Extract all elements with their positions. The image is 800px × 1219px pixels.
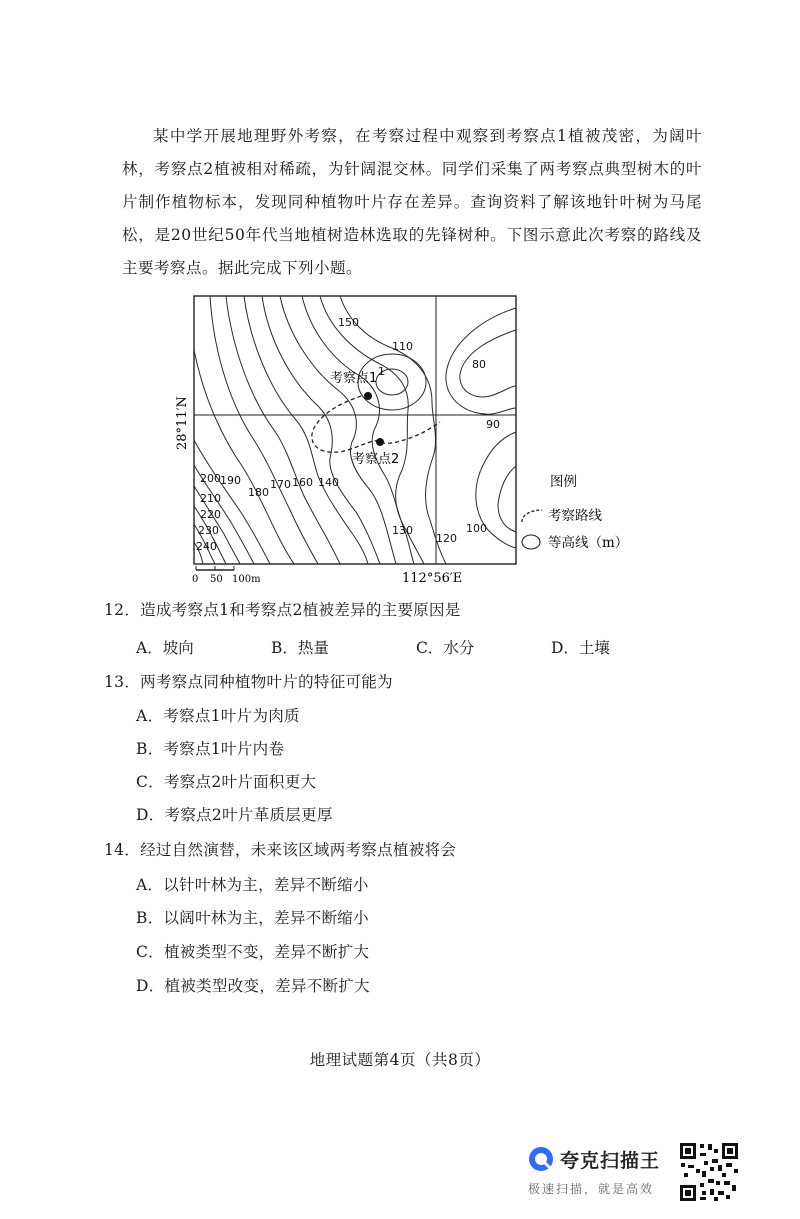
contour-label: 90 <box>486 418 500 431</box>
scanner-app-name: 夸克扫描王 <box>560 1150 661 1172</box>
contour-label: 160 <box>292 476 313 489</box>
contour-label: 170 <box>270 478 291 491</box>
contour-label: 80 <box>472 358 486 371</box>
scale-50: 50 <box>210 574 223 585</box>
point1-label: 考察点1 <box>330 371 378 386</box>
q14-option-a: A．以针叶林为主，差异不断缩小 <box>136 876 369 894</box>
contour-label: 190 <box>220 474 241 487</box>
q14-option-b: B．以阔叶林为主，差异不断缩小 <box>136 909 369 927</box>
contour-label: 120 <box>436 532 457 545</box>
map-legend <box>522 474 628 551</box>
intro-paragraph: 某中学开展地理野外考察，在考察过程中观察到考察点1植被茂密，为阔叶林，考察点2植被相对稀疏，为针阔混交林。同学们采集了两考察点典型树木的叶片制作植物标本，发现同种植物叶片存在差异。查询资料了解该地针叶树为马尾松，是20世纪50年代当地植树造林选取的先锋树种。下图示意此次考察的路线及主要考察点。据此完成下列小题。 <box>122 127 702 277</box>
question-12-stem: 12．造成考察点1和考察点2植被差异的主要原因是 <box>104 601 461 619</box>
legend-route-icon <box>522 510 542 522</box>
quark-logo-icon <box>528 1146 554 1172</box>
contour-map <box>170 290 640 590</box>
scale-0: 0 <box>192 574 199 585</box>
contour-label: 240 <box>196 540 217 553</box>
contour-label: 220 <box>200 508 221 521</box>
q13-option-a: A．考察点1叶片为肉质 <box>136 707 300 725</box>
latitude-label: 28°11′N <box>175 396 190 450</box>
contour-label: 210 <box>200 492 221 505</box>
q14-option-d: D．植被类型改变，差异不断扩大 <box>136 977 370 995</box>
question-13-stem: 13．两考察点同种植物叶片的特征可能为 <box>104 673 393 691</box>
question-14-stem: 14．经过自然演替，未来该区域两考察点植被将会 <box>104 841 457 859</box>
contour-label: 200 <box>200 472 221 485</box>
survey-route <box>312 394 440 452</box>
q14-option-c: C．植被类型不变，差异不断扩大 <box>136 943 370 961</box>
q13-option-d: D．考察点2叶片革质层更厚 <box>136 806 333 824</box>
point2-label: 考察点2 <box>352 452 400 467</box>
q12-option-a: A．坡向 <box>136 639 194 657</box>
q13-option-b: B．考察点1叶片内卷 <box>136 740 285 758</box>
q12-option-c: C．水分 <box>416 639 475 657</box>
point2-marker <box>376 438 384 446</box>
qr-code-icon <box>678 1141 740 1203</box>
contour-label: 1 <box>378 365 385 378</box>
scanner-watermark <box>528 1140 668 1200</box>
longitude-label: 112°56′E <box>402 571 463 586</box>
q12-option-d: D．土壤 <box>551 639 610 657</box>
legend-contour-icon <box>522 535 540 549</box>
scale-bar <box>192 566 261 585</box>
q12-option-b: B．热量 <box>271 639 329 657</box>
contour-label: 150 <box>338 316 359 329</box>
contour-label: 100 <box>466 522 487 535</box>
contour-label: 180 <box>248 486 269 499</box>
contour-label: 110 <box>392 340 413 353</box>
point1-marker <box>364 392 372 400</box>
contour-label: 230 <box>198 524 219 537</box>
contour-label: 140 <box>318 476 339 489</box>
scale-100m: 100m <box>232 574 261 585</box>
contour-label: 130 <box>392 524 413 537</box>
q13-option-c: C．考察点2叶片面积更大 <box>136 773 317 791</box>
legend-contour-label: 等高线（m） <box>548 535 629 551</box>
legend-route-label: 考察路线 <box>548 508 602 524</box>
legend-title: 图例 <box>550 474 577 490</box>
page-footer: 地理试题第4页（共8页） <box>309 1051 491 1069</box>
scanner-slogan: 极速扫描，就是高效 <box>528 1182 655 1196</box>
